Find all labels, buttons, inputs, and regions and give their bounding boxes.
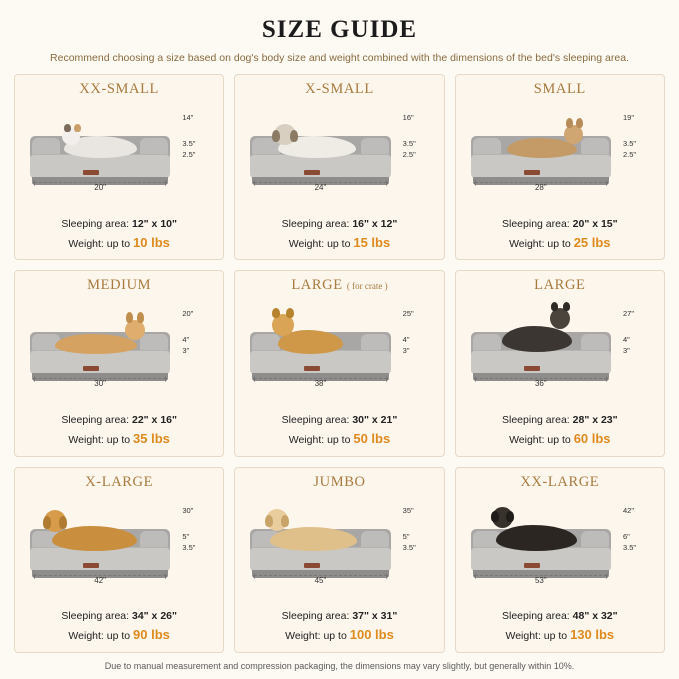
card-specs: [22, 217, 216, 253]
sleeping-area-label: Sleeping area:: [61, 217, 132, 230]
bed-illustration: [24, 296, 214, 388]
dimension-base: 3.5": [622, 542, 637, 552]
weight-label: Weight: up to: [509, 433, 574, 446]
sleeping-area-value: 34" x 26": [131, 610, 177, 623]
bed-brand-tag: [524, 170, 540, 175]
sleeping-area-row: [463, 413, 657, 429]
weight-row: [22, 625, 216, 645]
weight-row: [463, 233, 657, 253]
dog-ear: [265, 515, 273, 527]
dimension-base: 3": [402, 346, 410, 356]
weight-value: 130 lbs: [570, 627, 615, 643]
dog-bed-graphic: [471, 529, 611, 571]
dimension-width: 38": [314, 379, 327, 389]
bed-illustration: [244, 296, 434, 388]
weight-label: Weight: up to: [505, 630, 571, 643]
weight-row: [463, 429, 657, 449]
bed-brand-tag: [304, 366, 320, 371]
bed-brand-tag: [524, 563, 540, 568]
dog-ear: [290, 130, 298, 142]
dimension-base: 2.5": [402, 150, 416, 159]
card-specs: [22, 413, 216, 449]
dimension-base: 3.5": [182, 542, 196, 552]
dimension-bolster: 4": [402, 335, 410, 345]
dog-ear: [126, 312, 133, 323]
card-specs: [242, 609, 436, 645]
dog-graphic: [278, 136, 355, 158]
weight-label: Weight: up to: [288, 433, 354, 446]
dog-ear: [563, 302, 570, 311]
card-title: [242, 474, 436, 491]
weight-label: Weight: up to: [68, 630, 134, 643]
sleeping-area-value: 16" x 12": [352, 217, 398, 230]
dog-bed-graphic: [30, 529, 170, 571]
weight-value: 100 lbs: [349, 627, 394, 643]
weight-value: 50 lbs: [353, 430, 391, 446]
card-specs: [22, 609, 216, 645]
sleeping-area-label: Sleeping area:: [61, 610, 132, 623]
weight-value: 25 lbs: [573, 234, 611, 250]
bed-brand-tag: [304, 170, 320, 175]
size-card: [14, 270, 224, 456]
weight-row: [22, 233, 216, 253]
dimension-bolster: 4": [182, 335, 190, 345]
dog-bed-graphic: [250, 136, 390, 178]
bed-brand-tag: [524, 366, 540, 371]
dog-ear: [272, 130, 280, 142]
size-card: [234, 467, 444, 653]
bed-cushion: [471, 350, 611, 374]
dimension-height: 20": [182, 309, 194, 319]
dog-bed-graphic: [250, 529, 390, 571]
weight-label: Weight: up to: [68, 237, 134, 250]
dog-ear: [281, 515, 289, 527]
card-size-note: ( for crate ): [346, 281, 388, 292]
sleeping-area-value: 28" x 23": [572, 414, 618, 427]
dog-graphic: [278, 330, 343, 354]
dog-ear: [566, 118, 573, 128]
card-specs: [463, 413, 657, 449]
sleeping-area-value: 48" x 32": [572, 610, 618, 623]
sleeping-area-label: Sleeping area:: [281, 217, 353, 230]
dimension-bolster: 5": [402, 531, 410, 541]
sleeping-area-row: [463, 609, 657, 625]
sleeping-area-value: 20" x 15": [572, 217, 618, 230]
dimension-bolster: 6": [622, 531, 630, 541]
card-title: [242, 81, 436, 98]
dimension-height: 27": [622, 309, 634, 319]
card-title: [22, 474, 216, 491]
dog-bed-graphic: [30, 136, 170, 178]
dimension-width: 45": [314, 575, 327, 585]
card-title: [463, 277, 657, 294]
card-specs: [463, 217, 657, 253]
weight-value: 35 lbs: [133, 430, 170, 446]
dog-bed-graphic: [471, 332, 611, 374]
dog-bed-graphic: [30, 332, 170, 374]
sleeping-area-row: [463, 217, 657, 233]
sleeping-area-label: Sleeping area:: [281, 610, 353, 623]
dog-graphic: [55, 334, 136, 354]
bed-illustration: [244, 100, 434, 192]
weight-value: 90 lbs: [133, 627, 170, 643]
card-title: [22, 81, 216, 98]
card-specs: [463, 609, 657, 645]
dog-ear: [491, 511, 499, 522]
card-size-name: XX-SMALL: [79, 81, 160, 97]
page-subtitle: Recommend choosing a size based on dog's body size and weight combined with the dimensions of the bed's sleeping area.: [50, 52, 629, 64]
sleeping-area-row: [242, 217, 436, 233]
dimension-width: 28": [534, 183, 547, 192]
size-card: [14, 74, 224, 260]
dog-ear: [74, 124, 81, 132]
bed-brand-tag: [83, 170, 99, 175]
sleeping-area-label: Sleeping area:: [502, 217, 573, 230]
dog-ear: [137, 312, 144, 323]
card-size-name: X-SMALL: [305, 81, 374, 97]
dimension-height: 14": [182, 113, 194, 122]
dimension-height: 35": [402, 505, 414, 515]
weight-label: Weight: up to: [509, 237, 574, 250]
card-size-name: MEDIUM: [87, 277, 152, 294]
size-card: [455, 74, 665, 260]
dog-ear: [576, 118, 583, 128]
dimension-base: 3": [182, 346, 190, 356]
size-card: [234, 270, 444, 456]
dog-head: [125, 320, 145, 340]
bed-illustration: [465, 493, 655, 585]
dimension-base: 3.5": [402, 542, 416, 552]
dimension-width: 20": [94, 183, 107, 192]
footer-note: Due to manual measurement and compression packaging, the dimensions may vary slightly, but generally within 10%.: [104, 661, 575, 671]
dimension-height: 42": [622, 505, 634, 515]
size-card-grid: [14, 74, 665, 653]
card-size-name: LARGE: [534, 277, 586, 294]
card-size-name: LARGE: [291, 277, 343, 294]
dimension-bolster: 3.5": [622, 139, 637, 148]
dog-graphic: [507, 138, 577, 158]
bed-brand-tag: [83, 366, 99, 371]
sleeping-area-label: Sleeping area:: [502, 610, 573, 623]
dimension-width: 24": [314, 183, 327, 192]
bed-illustration: [24, 100, 214, 192]
dimension-bolster: 5": [182, 531, 190, 541]
dimension-width: 53": [534, 575, 547, 585]
bed-illustration: [465, 296, 655, 388]
sleeping-area-value: 30" x 21": [352, 414, 398, 427]
card-size-name: X-LARGE: [85, 473, 154, 490]
card-specs: [242, 217, 436, 253]
card-size-name: XX-LARGE: [520, 473, 600, 490]
dimension-width: 36": [534, 379, 547, 389]
bed-cushion: [250, 350, 390, 374]
page-title: SIZE GUIDE: [261, 16, 418, 43]
weight-label: Weight: up to: [288, 237, 354, 250]
weight-value: 15 lbs: [353, 234, 391, 250]
bed-illustration: [465, 100, 655, 192]
sleeping-area-value: 12" x 10": [131, 217, 177, 230]
bed-illustration: [244, 493, 434, 585]
dog-graphic: [502, 326, 572, 352]
size-card: [455, 270, 665, 456]
size-card: [14, 467, 224, 653]
dog-bed-graphic: [250, 332, 390, 374]
card-size-name: JUMBO: [313, 473, 366, 490]
bed-brand-tag: [304, 563, 320, 568]
dog-graphic: [64, 136, 137, 158]
dog-ear: [551, 302, 558, 311]
weight-label: Weight: up to: [68, 433, 134, 446]
dog-bed-graphic: [471, 136, 611, 178]
sleeping-area-row: [242, 413, 436, 429]
weight-label: Weight: up to: [285, 630, 350, 643]
bed-illustration: [24, 493, 214, 585]
dimension-base: 3": [622, 346, 630, 356]
dog-ear: [506, 511, 514, 522]
dimension-height: 25": [402, 309, 414, 319]
weight-row: [463, 625, 657, 645]
weight-value: 60 lbs: [573, 430, 611, 446]
sleeping-area-row: [22, 217, 216, 233]
weight-value: 10 lbs: [133, 234, 170, 250]
card-specs: [242, 413, 436, 449]
card-title: [242, 277, 436, 294]
dog-ear: [286, 308, 294, 318]
sleeping-area-label: Sleeping area:: [61, 414, 132, 427]
dimension-height: 30": [182, 505, 194, 515]
size-card: [455, 467, 665, 653]
weight-row: [22, 429, 216, 449]
sleeping-area-value: 37" x 31": [352, 610, 398, 623]
sleeping-area-row: [22, 609, 216, 625]
dimension-base: 2.5": [182, 150, 196, 159]
sleeping-area-row: [242, 609, 436, 625]
weight-row: [242, 233, 436, 253]
dimension-base: 2.5": [622, 150, 637, 159]
card-title: [22, 277, 216, 294]
weight-row: [242, 429, 436, 449]
dimension-bolster: 3.5": [182, 139, 196, 148]
dimension-height: 19": [622, 113, 634, 122]
dog-ear: [64, 124, 71, 132]
card-size-name: SMALL: [533, 81, 586, 97]
sleeping-area-label: Sleeping area:: [281, 414, 353, 427]
sleeping-area-label: Sleeping area:: [502, 414, 573, 427]
dimension-width: 30": [94, 379, 107, 389]
dog-head: [550, 308, 570, 329]
dimension-width: 42": [94, 575, 107, 585]
size-card: [234, 74, 444, 260]
dog-ear: [59, 516, 67, 529]
bed-brand-tag: [83, 563, 99, 568]
sleeping-area-row: [22, 413, 216, 429]
dimension-bolster: 3.5": [402, 139, 416, 148]
dimension-height: 16": [402, 113, 414, 122]
sleeping-area-value: 22" x 16": [131, 414, 177, 427]
card-title: [463, 81, 657, 98]
dimension-bolster: 4": [622, 335, 630, 345]
card-title: [463, 474, 657, 491]
weight-row: [242, 625, 436, 645]
